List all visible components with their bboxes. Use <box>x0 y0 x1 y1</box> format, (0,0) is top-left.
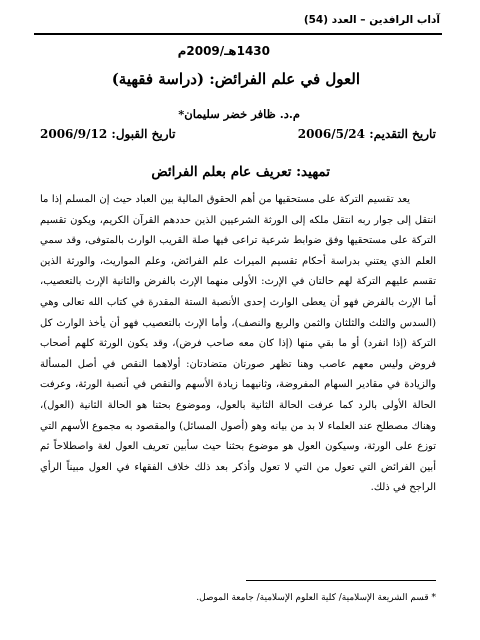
submission-label: تاريخ التقديم: <box>369 127 436 141</box>
header-rule <box>34 33 442 35</box>
footnote-rule <box>246 580 436 581</box>
acceptance-label: تاريخ القبول: <box>111 127 176 141</box>
year-line: 1430هـ/2009م <box>177 44 270 58</box>
submission-date-block <box>298 127 436 141</box>
body-paragraph-block <box>40 190 436 499</box>
acceptance-date-block <box>40 127 176 141</box>
footnote: * قسم الشريعة الإسلامية/ كلية العلوم الإسلامية/ جامعة الموصل. <box>196 593 436 603</box>
acceptance-date: 2006/9/12 <box>40 127 108 141</box>
body-paragraph: يعد تقسيم التركة على مستحقيها من أهم الحقوق المالية بين العباد حيث إن المسلم إذا ما انتقل إلى جوار ربه انتقل ملكه إلى الورثة الشرعيين الذين حددهم القرآن الكريم، ويكون تقسيم التركة على مستحقيها وفق ضوابط شرعية تراعى فيها صلة القريب الوارث بالمتوفى، وقد سمي العلم الذي يعتني بدراسة أحكام تقسيم الميراث علم الفرائض، وعلم المواريث، والورثة الذين تقسم عليهم التركة لهم حالتان في الإرث: الأولى منهما الإرث بالفرض والثانية الإرث بالتعصيب، أما الإرث بالفرض فهو أن يعطى الوارث إحدى الأنصبة الستة المقدرة في كتاب الله تعالى وهي (السدس والثلث والثلثان والثمن والربع والنصف)، وأما الإرث بالتعصيب فهو أن يأخذ الوارث كل التركة (إذا انفرد) أو ما بقي منها (إذا كان معه صاحب فرض)، وقد يكون الورثة كلهم أصحاب فروض وليس معهم عاصب وهنا تظهر صورتان متضادتان: أولاهما النقص في أصل المسألة والزيادة في مقادير السهام المفروضة، وثانيهما زيادة الأسهم والنقص في أنصبة الورثة، وعرفت الحالة الأولى بالرد كما عرفت الحالة الثانية بالعول، وموضوع بحثنا هو الحالة الثانية (العول)، وهناك مصطلح عند العلماء لا بد من بيانه وهو (أصول المسائل) والمقصود به مجموع الأسهم التي توزع على الورثة، وسيكون العول هو موضوع بحثنا حيث سأبين تعريف العول لغة واصطلاحاً ثم أبين الفرائض التي تعول من التي لا تعول وأذكر بعد ذلك خلاف الفقهاء في العول مبيناً الرأي الراجح في ذلك. <box>40 194 436 494</box>
running-header: آداب الرافدين – العدد (54) <box>303 14 440 26</box>
author-name: م.د. ظافر خضر سليمان* <box>178 107 300 121</box>
submission-date: 2006/5/24 <box>297 127 366 141</box>
section-heading: تمهيد: تعريف عام بعلم الفرائض <box>151 164 330 180</box>
article-title: العول في علم الفرائض: (دراسة فقهية) <box>111 70 360 88</box>
dates-line <box>40 127 436 141</box>
